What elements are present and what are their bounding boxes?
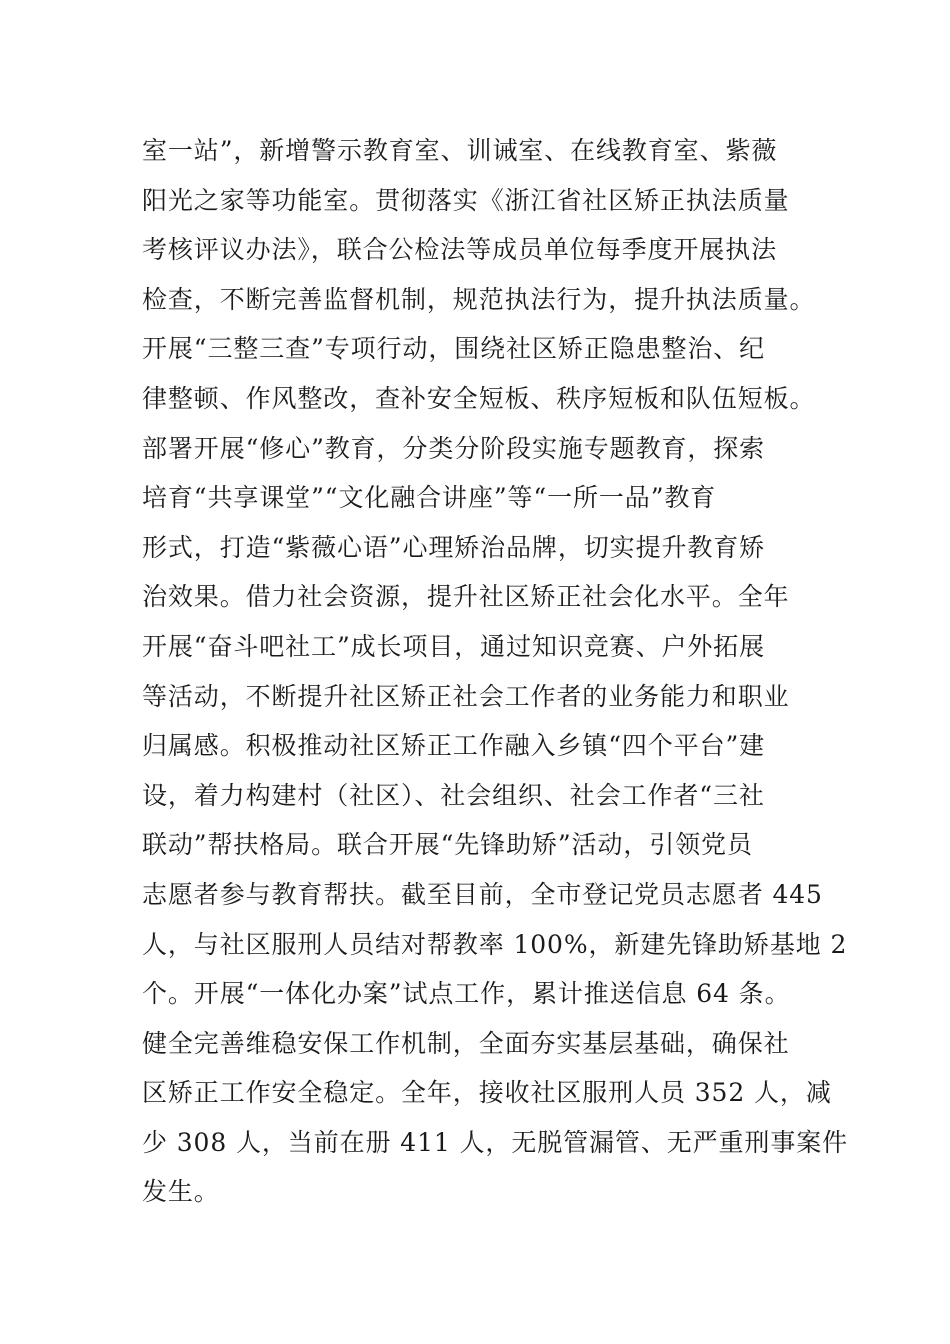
text-line: 考核评议办法》，联合公检法等成员单位每季度开展执法	[142, 235, 778, 265]
text-line: 等活动，不断提升社区矫正社会工作者的业务能力和职业	[142, 681, 790, 711]
text-line: 发生。	[142, 1177, 220, 1207]
text-line: 联动”帮扶格局。联合开展“先锋助矫”活动，引领党员	[142, 830, 753, 860]
text-line: 设，着力构建村（社区）、社会组织、社会工作者“三社	[142, 780, 765, 810]
text-line: 培育“共享课堂”“文化融合讲座”等“一所一品”教育	[142, 483, 717, 513]
text-line: 健全完善维稳安保工作机制，全面夯实基层基础，确保社	[142, 1028, 790, 1058]
text-line: 个。开展“一体化办案”试点工作，累计推送信息 64 条。	[142, 979, 791, 1009]
text-line: 形式，打造“紫薇心语”心理矫治品牌，切实提升教育矫	[142, 532, 766, 562]
text-line: 开展“奋斗吧社工”成长项目，通过知识竞赛、户外拓展	[142, 631, 766, 661]
text-line: 阳光之家等功能室。贯彻落实《浙江省社区矫正执法质量	[142, 185, 790, 215]
body-text	[142, 126, 849, 1217]
text-line: 归属感。积极推动社区矫正工作融入乡镇“四个平台”建	[142, 731, 766, 761]
text-line: 治效果。借力社会资源，提升社区矫正社会化水平。全年	[142, 582, 790, 612]
text-line: 检查，不断完善监督机制，规范执法行为，提升执法质量。	[142, 284, 816, 314]
text-line: 律整顿、作风整改，查补安全短板、秩序短板和队伍短板。	[142, 383, 816, 413]
text-line: 人，与社区服刑人员结对帮教率 100%，新建先锋助矫基地 2	[142, 929, 848, 959]
text-line: 开展“三整三查”专项行动，围绕社区矫正隐患整治、纪	[142, 334, 766, 364]
text-line: 部署开展“修心”教育，分类分阶段实施专题教育，探索	[142, 433, 766, 463]
text-line: 区矫正工作安全稳定。全年，接收社区服刑人员 352 人，减	[142, 1078, 832, 1108]
text-line: 少 308 人，当前在册 411 人，无脱管漏管、无严重刑事案件	[142, 1127, 849, 1157]
text-line: 志愿者参与教育帮扶。截至目前，全市登记党员志愿者 445	[142, 879, 823, 909]
text-line: 室一站”，新增警示教育室、训诫室、在线教育室、紫薇	[142, 136, 778, 165]
